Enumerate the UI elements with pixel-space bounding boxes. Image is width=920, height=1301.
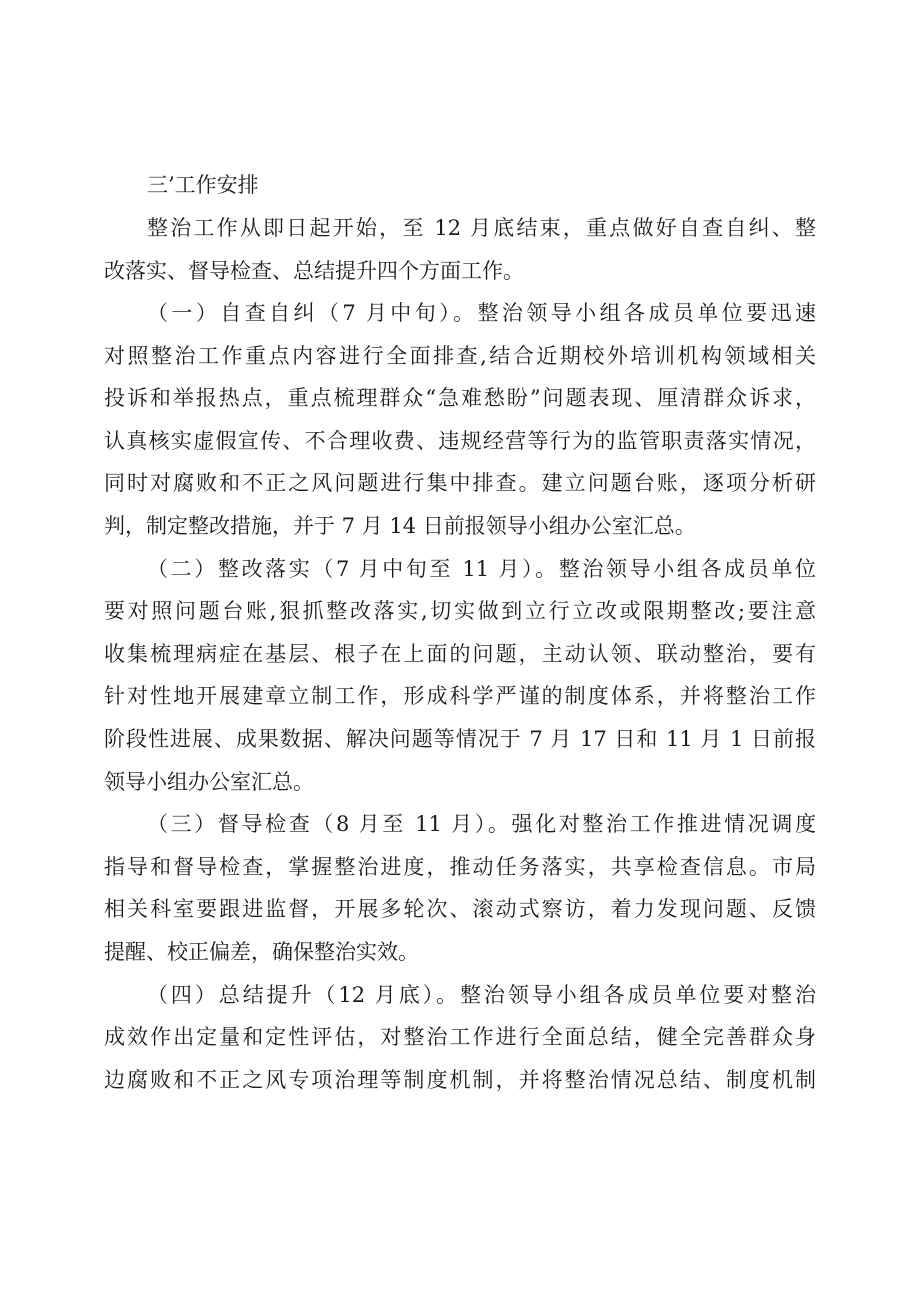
paragraph-line: （三）督导检查（8 月至 11 月）。强化对整治工作推进情况调度 bbox=[147, 812, 816, 836]
paragraph-line: 投诉和举报热点，重点梳理群众“急难愁盼”问题表现、厘清群众诉求， bbox=[104, 386, 816, 410]
paragraph-line: 领导小组办公室汇总。 bbox=[104, 770, 314, 794]
paragraph-line: 整治工作从即日起开始，至 12 月底结束，重点做好自查自纠、整 bbox=[147, 216, 816, 240]
paragraph-line: （四）总结提升（12 月底）。整治领导小组各成员单位要对整治 bbox=[147, 983, 816, 1007]
paragraph-line: 同时对腐败和不正之风问题进行集中排查。建立问题台账，逐项分析研 bbox=[104, 471, 816, 495]
paragraph-line: （二）整改落实（7 月中旬至 11 月）。整治领导小组各成员单位 bbox=[147, 557, 816, 581]
paragraph-line: 阶段性进展、成果数据、解决问题等情况于 7 月 17 日和 11 月 1 日前报 bbox=[104, 727, 816, 751]
paragraph-line: 边腐败和不正之风专项治理等制度机制，并将整治情况总结、制度机制 bbox=[104, 1068, 816, 1092]
paragraph-line: 提醒、校正偏差，确保整治实效。 bbox=[104, 940, 419, 964]
paragraph-line: 相关科室要跟进监督，开展多轮次、滚动式察访，着力发现问题、反馈 bbox=[104, 897, 816, 921]
paragraph-line: 判，制定整改措施，并于 7 月 14 日前报领导小组办公室汇总。 bbox=[104, 514, 696, 538]
paragraph-line: 针对性地开展建章立制工作，形成科学严谨的制度体系，并将整治工作 bbox=[104, 684, 816, 708]
paragraph-line: 收集梳理病症在基层、根子在上面的问题，主动认领、联动整治，要有 bbox=[104, 642, 816, 666]
paragraph-line: 认真核实虚假宣传、不合理收费、违规经营等行为的监管职责落实情况， bbox=[104, 429, 816, 453]
paragraph-line: 对照整治工作重点内容进行全面排查,结合近期校外培训机构领域相关 bbox=[104, 344, 816, 368]
paragraph-line: 改落实、督导检查、总结提升四个方面工作。 bbox=[104, 259, 524, 283]
paragraph-line: 要对照问题台账,狠抓整改落实,切实做到立行立改或限期整改;要注意 bbox=[104, 599, 816, 623]
paragraph-line: 指导和督导检查，掌握整治进度，推动任务落实，共享检查信息。市局 bbox=[104, 855, 816, 879]
paragraph-line: （一）自查自纠（7 月中旬）。整治领导小组各成员单位要迅速 bbox=[147, 301, 816, 325]
section-heading: 三’工作安排 bbox=[147, 173, 259, 197]
paragraph-line: 成效作出定量和定性评估，对整治工作进行全面总结，健全完善群众身 bbox=[104, 1025, 816, 1049]
